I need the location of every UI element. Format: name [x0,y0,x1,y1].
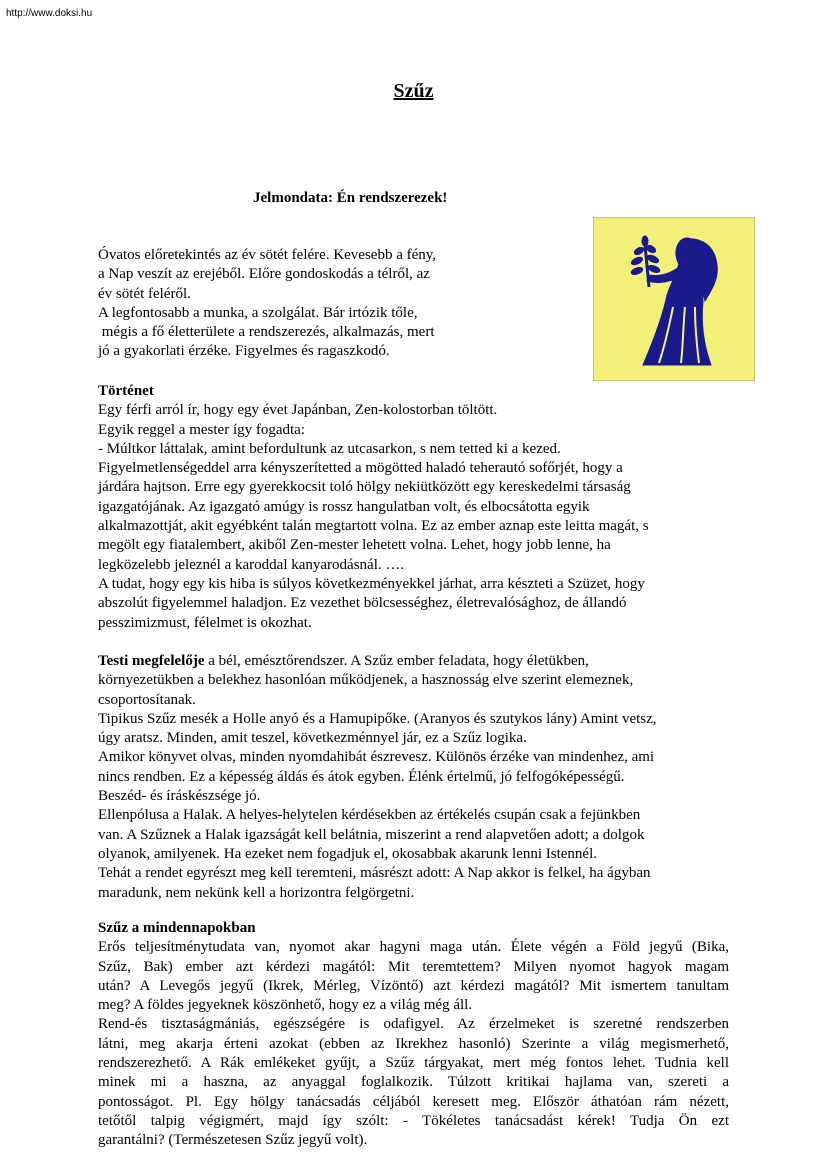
intro-line: Óvatos előretekintés az év sötét felére. Kevesebb a fény, [98,247,437,263]
daily-line: tetőtől talpig végigmért, majd így szólt: - Tökéletes tanácsadást kérek! Tudja Ön ezt [98,1112,729,1129]
story-line: Egy férfi arról ír, hogy egy évet Japánban, Zen-kolostorban töltött. [98,402,498,419]
story-line: - Múltkor láttalak, amint befordultunk az utcasarkon, s nem tetted ki a kezed. [98,440,561,457]
story-line: legközelebb jeleznél a karoddal kanyarodásnál. …. [98,556,405,573]
body-line: környezetükben a belekhez hasonlóan működjenek, a hasznosság elve szerint elemeznek, [98,672,634,689]
daily-line: Erős teljesítménytudata van, nyomot akar hagyni maga után. Élete végén a Föld jegyű (Bika, [98,939,729,956]
daily-line: pontosságot. Pl. Egy hölgy tanácsadás céljából keresett meg. Először áthatóan rám nézett, [98,1093,729,1110]
daily-line: után? A Levegős jegyű (Ikrek, Mérleg, Vízöntő) azt kérdezi magától? Mit ismertem tanultam [98,977,729,994]
daily-line: minek mi a haszna, az anyaggal foglalkozik. Túlzott kritikai hajlama van, szereti a [98,1074,729,1091]
story-line: alkalmazottját, akit egyébként talán megtartott volna. Ez az ember aznap este leitta magát, s [98,518,649,535]
daily-line: Szűz, Bak) ember azt kérdezi magától: Mit teremtettem? Milyen nyomot hagyok magam [98,958,729,975]
story-line: járdára hajtson. Erre egy gyerekkocsit toló hölgy nekiütközött egy kereskedelmi társaság [98,479,631,496]
body-line: Ellenpólusa a Halak. A helyes-helytelen kérdésekben az értékelés csupán csak a fejünkben [98,807,641,824]
body-line: maradunk, nem nekünk kell a horizontra felgörgetni. [98,884,415,901]
story-line: abszolút figyelemmel haladjon. Ez vezethet bölcsességhez, életrevalósághoz, de állandó [98,595,627,612]
daily-heading: Szűz a mindennapokban [98,920,256,936]
body-line: csoportosítanak. [98,691,196,708]
body-heading: Testi megfelelője [98,653,205,669]
story-line: pesszimizmust, félelmet is okozhat. [98,614,312,631]
story-line: megölt egy fiatalembert, akiből Zen-mester lehetett volna. Lehet, hogy jobb lenne, ha [98,537,611,554]
intro-line: A legfontosabb a munka, a szolgálat. Bár irtózik tőle, [98,304,418,321]
story-section [98,382,649,633]
body-line: Amikor könyvet olvas, minden nyomdahibát észrevesz. Különös érzéke van mindenhez, ami [98,749,655,766]
intro-paragraph [98,246,436,362]
source-url: http://www.doksi.hu [6,8,93,19]
daily-line: rendszerezhető. A Rák emlékeket gyűjt, a Szűz tárgyakat, mert még fontos lehet. Tudnia kell [98,1055,729,1072]
body-section [98,652,657,903]
page-title: Szűz [393,80,434,102]
virgo-zodiac-figure-icon [593,217,755,381]
body-line: olyanok, amilyenek. Ha ezeket nem fogadjuk el, okosabbak akarunk lenni Istennél. [98,845,597,862]
body-line: nincs rendben. Ez a képesség áldás és átok egyben. Élénk értelmű, jó felfogóképességű. [98,768,625,785]
intro-line: a Nap veszít az erejéből. Előre gondoskodás a télről, az [98,266,430,283]
virgo-image [593,217,755,381]
body-line: Beszéd- és íráskészsége jó. [98,788,261,805]
intro-line: mégis a fő életterülete a rendszerezés, alkalmazás, mert [98,324,435,341]
body-line: Tipikus Szűz mesék a Holle anyó és a Hamupipőke. (Aranyos és szutykos lány) Amint vetsz, [98,710,657,727]
story-line: Figyelmetlenségeddel arra kényszerítetted a mögötted haladó teherautó sofőrjét, hogy a [98,460,623,477]
motto: Jelmondata: Én rendszerezek! [253,190,448,206]
daily-line: Rend-és tisztaságmániás, egészségére is odafigyel. Az érzelmeket is szeretné rendszerben [98,1016,729,1033]
intro-line: év sötét feléről. [98,285,191,302]
daily-line: garantálni? (Természetesen Szűz jegyű volt). [98,1132,368,1149]
story-line: Egyik reggel a mester így fogadta: [98,421,306,438]
body-first-line [98,652,657,671]
body-first-line-rest: a bél, emésztőrendszer. A Szűz ember feladata, hogy életükben, [204,653,589,669]
daily-line: meg? A földes jegyeknek köszönhető, hogy ez a világ még áll. [98,997,473,1014]
intro-line: jó a gyakorlati érzéke. Figyelmes és ragaszkodó. [98,343,390,360]
body-line: úgy aratsz. Minden, amit teszel, következménnyel jár, ez a Szűz logika. [98,730,527,747]
body-line: van. A Szűznek a Halak igazságát kell belátnia, miszerint a rend alapvetően adott; a dolgok [98,826,645,843]
body-line: Tehát a rendet egyrészt meg kell teremteni, másrészt adott: A Nap akkor is felkel, ha ágyban [98,865,651,882]
story-line: igazgatójának. Az igazgató amúgy is rossz hangulatban volt, és elbocsátotta egyik [98,498,590,515]
daily-section [98,919,729,1151]
story-line: A tudat, hogy egy kis hiba is súlyos következményekkel járhat, arra készteti a Szüzet, hogy [98,575,645,592]
daily-line: látni, meg akarja érteni azokat (ebben az Ikrekhez hasonló) Szerinte a világ megismerhető, [98,1035,729,1052]
story-heading: Történet [98,383,154,399]
